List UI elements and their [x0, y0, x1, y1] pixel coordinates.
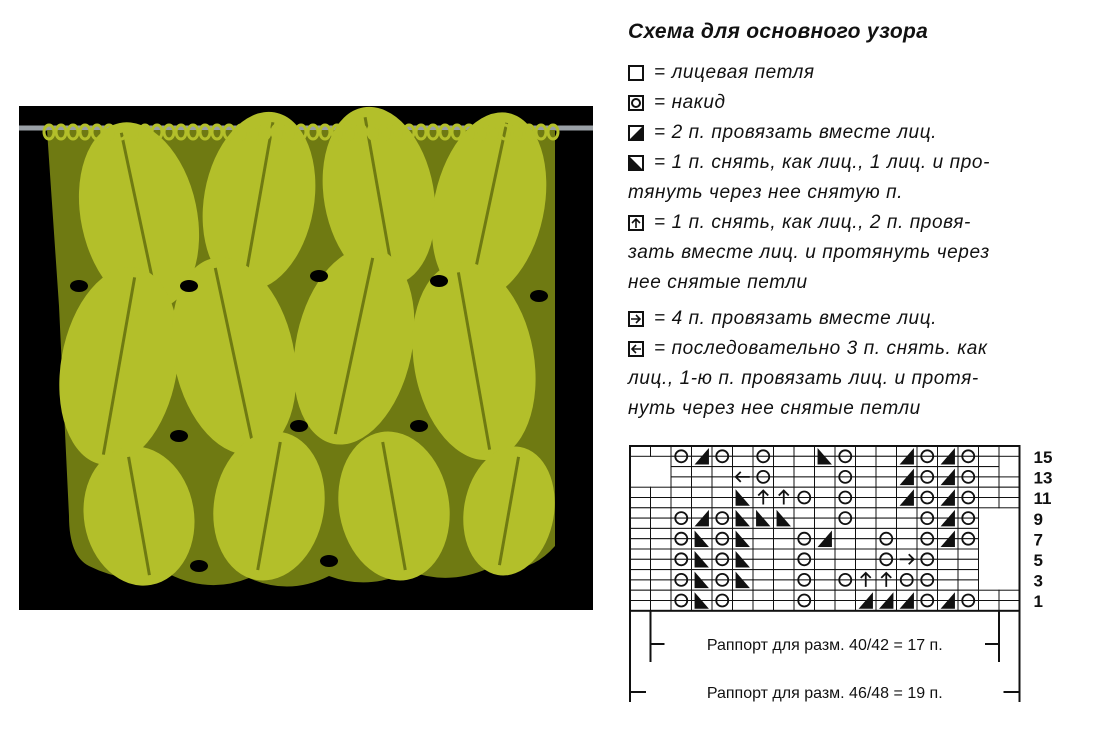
double-decrease-icon: [628, 215, 644, 231]
chart-cell: [774, 528, 795, 538]
repeat-label-19: Раппорт для разм. 46/48 = 19 п.: [706, 685, 943, 702]
chart-cell: [651, 559, 672, 569]
chart-cell: [774, 456, 795, 466]
legend-text: зать вместе лиц. и протянуть через: [628, 242, 990, 263]
legend-line: [628, 368, 979, 390]
k4tog-icon: [628, 311, 644, 327]
row-number: 3: [1033, 571, 1043, 591]
chart-cell: [815, 518, 836, 528]
chart-cell: [733, 456, 754, 466]
legend-line: [628, 152, 990, 174]
chart-cell: [856, 528, 877, 538]
legend-text: = последовательно 3 п. снять. как: [654, 338, 988, 359]
legend-text: = 4 п. провязать вместе лиц.: [654, 308, 938, 329]
repeat-label-17: Раппорт для разм. 40/42 = 17 п.: [706, 637, 943, 654]
row-number: 9: [1033, 509, 1043, 529]
chart-cell: [897, 518, 918, 528]
row-number: 7: [1033, 530, 1043, 550]
chart-cell: [774, 539, 795, 549]
chart-cell: [815, 559, 836, 569]
chart-cell: [774, 477, 795, 487]
eyelet-hole: [190, 560, 208, 572]
knitted-swatch-photo: [19, 106, 593, 610]
chart-cell: [876, 467, 897, 477]
chart-cell: [651, 590, 672, 600]
chart-cell: [794, 508, 815, 518]
chart-cell: [856, 456, 877, 466]
chart-cell: [733, 601, 754, 611]
chart-cell: [630, 559, 651, 569]
chart-cell: [835, 559, 856, 569]
legend-text: нее снятые петли: [628, 272, 808, 293]
chart-cell: [794, 467, 815, 477]
chart-cell: [979, 487, 1000, 497]
row-number: 11: [1033, 489, 1052, 509]
chart-cell: [794, 446, 815, 456]
chart-cell: [692, 477, 713, 487]
chart-cell: [897, 508, 918, 518]
row-number: 1: [1033, 592, 1043, 612]
chart-cell: [774, 570, 795, 580]
chart-cell: [876, 477, 897, 487]
chart-cell: [651, 549, 672, 559]
eyelet-hole: [290, 420, 308, 432]
chart-cell: [753, 549, 774, 559]
legend-text: тянуть через нее снятую п.: [628, 182, 904, 203]
legend-text: = 1 п. снять, как лиц., 2 п. провя-: [654, 212, 971, 233]
chart-cell: [651, 518, 672, 528]
chart-cell: [712, 467, 733, 477]
chart-cell: [856, 518, 877, 528]
chart-cell: [651, 446, 672, 456]
chart-cell: [999, 498, 1020, 508]
chart-cell: [979, 456, 1000, 466]
legend-text: лиц., 1-ю п. провязать лиц. и протя-: [628, 368, 979, 389]
chart-cell: [651, 508, 672, 518]
chart-cell: [630, 601, 651, 611]
chart-cell: [979, 590, 1000, 600]
chart-cell: [897, 549, 918, 559]
chart-cell: [794, 518, 815, 528]
chart-cell: [876, 498, 897, 508]
chart-cell: [835, 590, 856, 600]
legend-text: нуть через нее снятые петли: [628, 398, 921, 419]
chart-cell: [876, 508, 897, 518]
chart-cell: [712, 477, 733, 487]
yarn-over-icon: [628, 95, 644, 111]
chart-cell: [999, 487, 1020, 497]
k2tog-icon: [628, 125, 644, 141]
chart-cell: [651, 570, 672, 580]
legend-text: = накид: [654, 92, 726, 113]
chart-cell: [938, 580, 959, 590]
chart-cell: [876, 487, 897, 497]
swatch-illustration: [19, 106, 593, 610]
chart-cell: [692, 498, 713, 508]
chart-cell: [938, 559, 959, 569]
chart-cell: [856, 477, 877, 487]
chart-cell: [774, 601, 795, 611]
chart-cell: [815, 549, 836, 559]
legend-text: = 1 п. снять, как лиц., 1 лиц. и про-: [654, 152, 990, 173]
chart-cell: [692, 467, 713, 477]
chart-cell: [630, 528, 651, 538]
chart-cell: [630, 570, 651, 580]
chart-cell: [897, 528, 918, 538]
ssk-icon: [628, 155, 644, 171]
chart-cell: [630, 508, 651, 518]
chart-cell: [979, 601, 1000, 611]
chart-cell: [671, 487, 692, 497]
legend-line: [628, 272, 808, 294]
chart-cell: [774, 580, 795, 590]
chart-cell: [815, 487, 836, 497]
chart-cell: [630, 518, 651, 528]
chart-cell: [876, 456, 897, 466]
chart-cell: [958, 570, 979, 580]
chart-cell: [835, 601, 856, 611]
chart-cell: [979, 467, 1000, 477]
eyelet-hole: [430, 275, 448, 287]
legend-line: [628, 398, 921, 420]
chart-cell: [630, 446, 651, 456]
knitting-chart: [624, 440, 1064, 715]
chart-cell: [856, 539, 877, 549]
chart-cell: [774, 559, 795, 569]
chart-cell: [692, 487, 713, 497]
row-number: 5: [1033, 551, 1043, 570]
chart-cell: [999, 601, 1020, 611]
chart-cell: [753, 570, 774, 580]
chart-cell: [651, 487, 672, 497]
chart-cell: [794, 477, 815, 487]
chart-cell: [815, 477, 836, 487]
chart-cell: [979, 477, 1000, 487]
eyelet-hole: [410, 420, 428, 432]
chart-cell: [938, 549, 959, 559]
legend-line: [628, 92, 726, 114]
legend-line: [628, 212, 971, 234]
legend-line: [628, 242, 990, 264]
chart-cell: [753, 590, 774, 600]
chart-cell: [774, 446, 795, 456]
row-number: 13: [1033, 468, 1053, 488]
chart-cell: [876, 518, 897, 528]
eyelet-hole: [530, 290, 548, 302]
chart-cell: [753, 601, 774, 611]
chart-cell: [815, 590, 836, 600]
legend-line: [628, 338, 988, 360]
diagram-title: Схема для основного узора: [628, 20, 929, 43]
chart-cell: [897, 539, 918, 549]
chart-cell: [753, 539, 774, 549]
chart-cell: [856, 446, 877, 456]
chart-cell: [999, 590, 1020, 600]
chart-cell: [733, 446, 754, 456]
chart-cell: [651, 539, 672, 549]
chart-cell: [753, 580, 774, 590]
chart-cell: [733, 590, 754, 600]
chart-cell: [815, 601, 836, 611]
eyelet-hole: [70, 280, 88, 292]
chart-cell: [999, 446, 1020, 456]
legend-line: [628, 122, 937, 144]
chart-cell: [856, 559, 877, 569]
sl3-decrease-icon: [628, 341, 644, 357]
eyelet-hole: [320, 555, 338, 567]
chart-cell: [835, 549, 856, 559]
legend-text: = лицевая петля: [654, 62, 815, 83]
chart-cell: [712, 498, 733, 508]
legend-line: [628, 62, 815, 84]
chart-cell: [630, 549, 651, 559]
chart-cell: [856, 549, 877, 559]
eyelet-hole: [310, 270, 328, 282]
chart-cell: [651, 580, 672, 590]
chart-cell: [774, 467, 795, 477]
chart-cell: [630, 498, 651, 508]
chart-cell: [651, 498, 672, 508]
chart-cell: [815, 498, 836, 508]
chart-cell: [753, 559, 774, 569]
chart-cell: [671, 498, 692, 508]
chart-cell: [999, 477, 1020, 487]
eyelet-hole: [180, 280, 198, 292]
chart-cell: [897, 559, 918, 569]
chart-cell: [815, 570, 836, 580]
chart-cell: [856, 487, 877, 497]
chart-cell: [958, 549, 979, 559]
chart-cell: [774, 549, 795, 559]
chart-cell: [958, 580, 979, 590]
chart-cell: [979, 498, 1000, 508]
chart-cell: [630, 580, 651, 590]
chart-cell: [733, 477, 754, 487]
chart-cell: [856, 498, 877, 508]
chart-cell: [979, 446, 1000, 456]
chart-cell: [630, 590, 651, 600]
chart-cell: [815, 467, 836, 477]
chart-cell: [876, 446, 897, 456]
chart-cell: [958, 559, 979, 569]
row-number: 15: [1033, 448, 1053, 467]
chart-cell: [753, 528, 774, 538]
chart-cell: [794, 456, 815, 466]
knit-stitch-icon: [628, 65, 644, 81]
chart-cell: [630, 539, 651, 549]
legend-line: [628, 182, 903, 204]
chart-grid: [630, 446, 1020, 611]
legend-text: = 2 п. провязать вместе лиц.: [654, 122, 938, 143]
chart-cell: [671, 467, 692, 477]
chart-cell: [651, 601, 672, 611]
chart-cell: [733, 467, 754, 477]
chart-cell: [835, 539, 856, 549]
chart-cell: [815, 580, 836, 590]
chart-cell: [856, 508, 877, 518]
chart-cell: [835, 528, 856, 538]
chart-cell: [712, 487, 733, 497]
chart-cell: [630, 487, 651, 497]
chart-cell: [774, 590, 795, 600]
eyelet-hole: [170, 430, 188, 442]
chart-cell: [671, 477, 692, 487]
chart-cell: [856, 467, 877, 477]
legend-line: [628, 308, 937, 330]
chart-cell: [651, 528, 672, 538]
chart-cell: [938, 570, 959, 580]
chart-cell: [815, 508, 836, 518]
